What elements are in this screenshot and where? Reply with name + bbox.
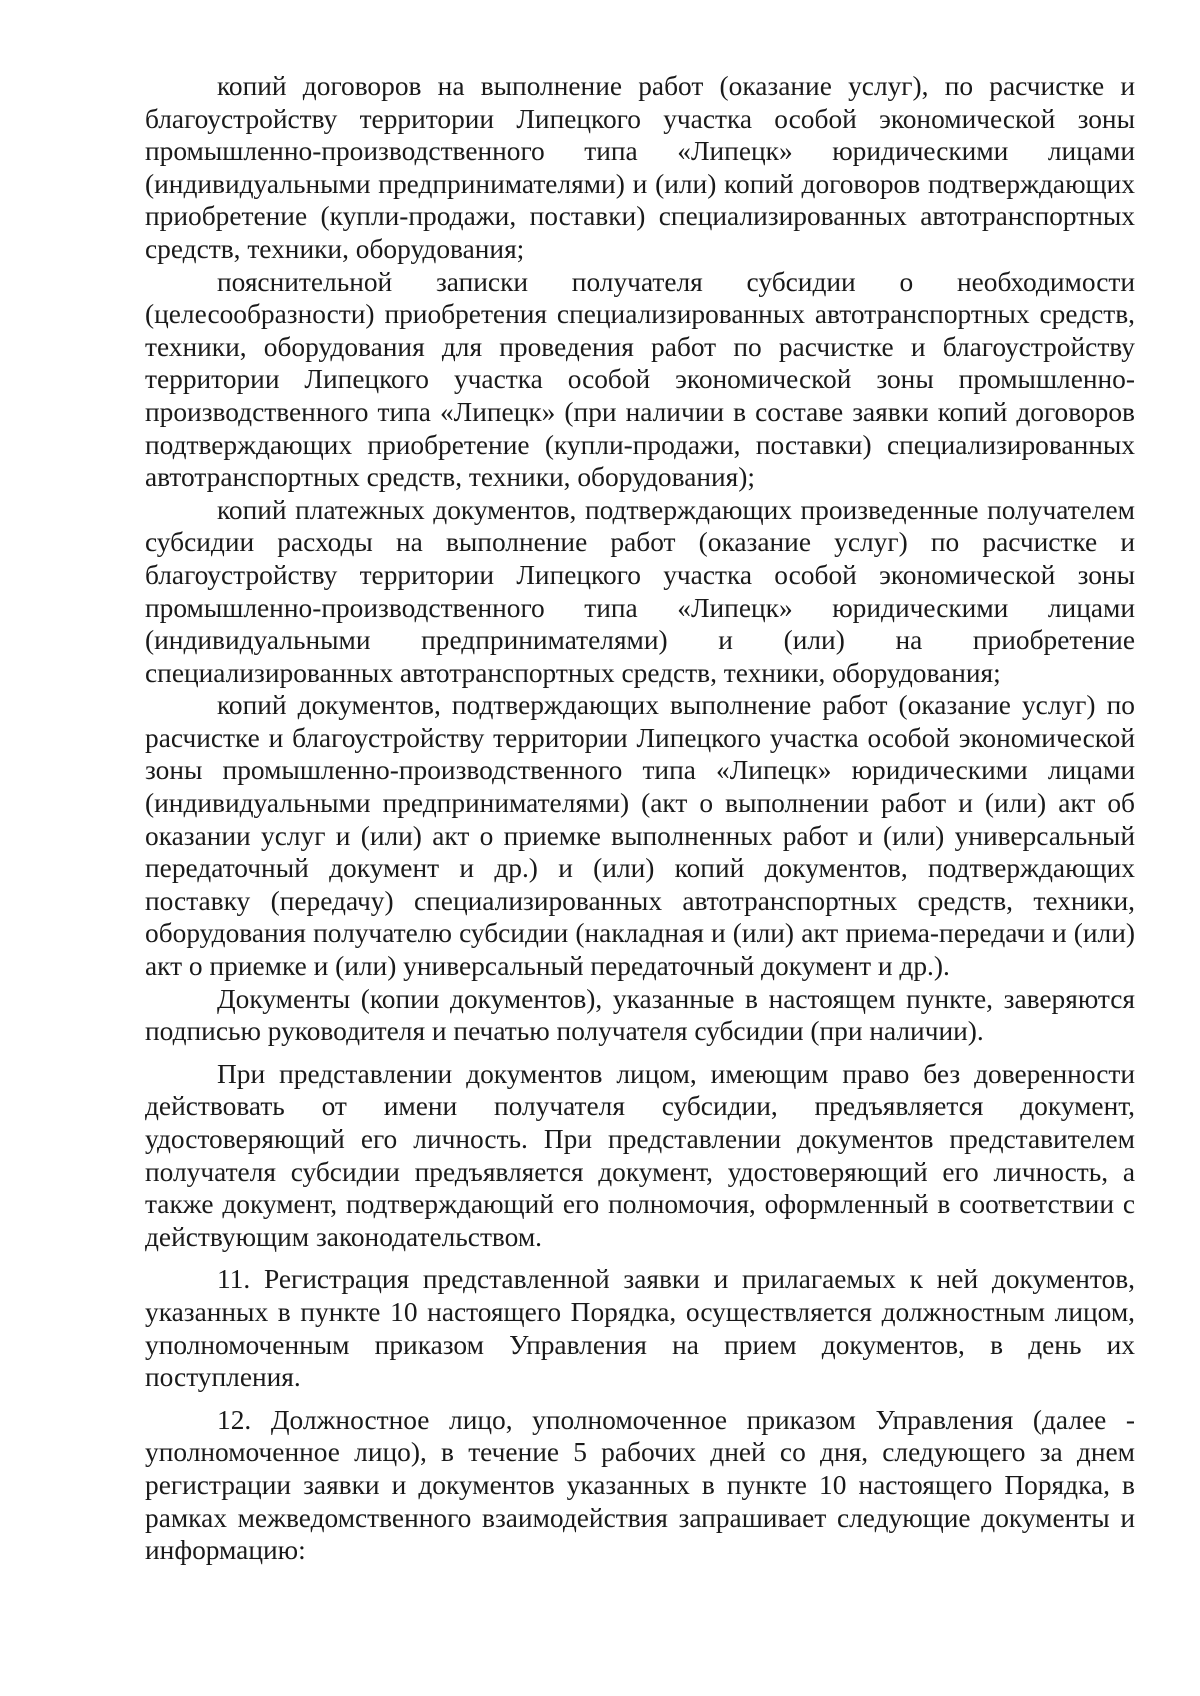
paragraph-explanatory-note: пояснительной записки получателя субсидии о необходимости (целесообразности) приобретения специализированных автотранспортных средств, техники, оборудования для проведения работ по расчистке и благоустройству территории Липецкого участка особой экономической зоны промышленно-производственного типа «Липецк» (при наличии в составе заявки копий договоров подтверждающих приобретение (купли-продажи, поставки) специализированных автотранспортных средств, техники, оборудования); (145, 266, 1135, 493)
paragraph-identity: При представлении документов лицом, имеющим право без доверенности действовать от имени получателя субсидии, предъявляется документ, удостоверяющий его личность. При представлении документов представителем получателя субсидии предъявляется документ, удостоверяющий его личность, а также документ, подтверждающий его полномочия, оформленный в соответствии с действующим законодательством. (145, 1058, 1135, 1252)
paragraph-section-12: 12. Должностное лицо, уполномоченное приказом Управления (далее - уполномоченное лицо), в течение 5 рабочих дней со дня, следующего за днем регистрации заявки и документов указанных в пункте 10 настоящего Порядка, в рамках межведомственного взаимодействия запрашивает следующие документы и информацию: (145, 1404, 1135, 1566)
paragraph-certification: Документы (копии документов), указанные в настоящем пункте, заверяются подписью руководителя и печатью получателя субсидии (при наличии). (145, 983, 1135, 1047)
paragraph-contracts: копий договоров на выполнение работ (оказание услуг), по расчистке и благоустройству территории Липецкого участка особой экономической зоны промышленно-производственного типа «Липецк» юридическими лицами (индивидуальными предпринимателями) и (или) копий договоров подтверждающих приобретение (купли-продажи, поставки) специализированных автотранспортных средств, техники, оборудования; (145, 71, 1135, 264)
paragraph-payment-documents: копий платежных документов, подтверждающих произведенные получателем субсидии расходы на выполнение работ (оказание услуг) по расчистке и благоустройству территории Липецкого участка особой экономической зоны промышленно-производственного типа «Липецк» юридическими лицами (индивидуальными предпринимателями) и (или) на приобретение специализированных автотранспортных средств, техники, оборудования; (145, 494, 1135, 688)
paragraph-section-11: 11. Регистрация представленной заявки и прилагаемых к ней документов, указанных в пункте 10 настоящего Порядка, осуществляется должностным лицом, уполномоченным приказом Управления на прием документов, в день их поступления. (145, 1264, 1135, 1393)
document-page (145, 70, 1135, 1567)
paragraph-completion-documents: копий документов, подтверждающих выполнение работ (оказание услуг) по расчистке и благоустройству территории Липецкого участка особой экономической зоны промышленно-производственного типа «Липецк» юридическими лицами (индивидуальными предпринимателями) (акт о выполнении работ и (или) акт об оказании услуг и (или) акт о приемке выполненных работ и (или) универсальный передаточный документ и др.) и (или) копий документов, подтверждающих поставку (передачу) специализированных автотранспортных средств, техники, оборудования получателю субсидии (накладная и (или) акт приема-передачи и (или) акт о приемке и (или) универсальный передаточный документ и др.). (145, 690, 1135, 982)
